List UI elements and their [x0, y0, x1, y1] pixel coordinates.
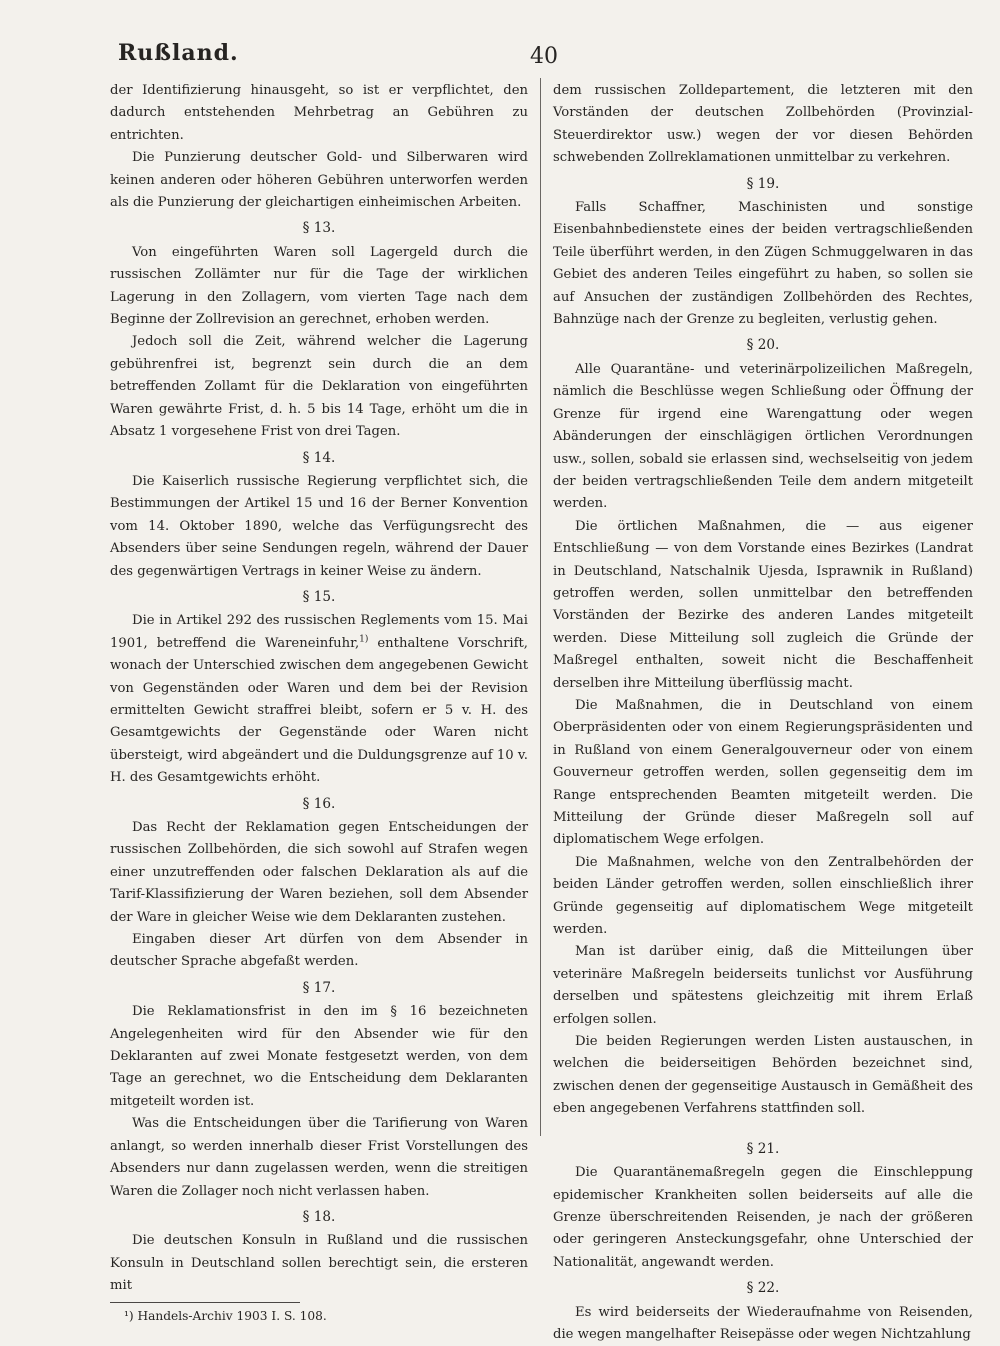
section-heading-15: § 15. — [302, 588, 336, 605]
paragraph-text: enthaltene Vorschrift, wonach der Unterschied zwischen dem angegebenen Gewicht von Gegenständen oder Waren und dem bei der Revision ermittelten Gewicht straffrei bleibt, sofern er 5 v. H. des Gesamtgewichts der Gegenstände oder Waren nicht übersteigt, wird abgeändert und die Duldungsgrenze auf 10 v. H. des Gesamtgewichts erhöht. — [110, 635, 528, 786]
paragraph: Die Reklamationsfrist in den im § 16 bezeichneten Angelegenheiten wird für den Absender wie für den Deklaranten auf zwei Monate festgesetzt werden, von dem Tage an gerechnet, wo die Entscheidung dem Deklaranten mitgeteilt worden ist. — [110, 1004, 528, 1109]
paragraph: Die Punzierung deutscher Gold- und Silberwaren wird keinen anderen oder höheren Gebühren unterworfen werden als die Punzierung der gleichartigen einheimischen Arbeiten. — [110, 150, 528, 211]
paragraph: Eingaben dieser Art dürfen von dem Absender in deutscher Sprache abgefaßt werden. — [110, 932, 528, 970]
paragraph: Es wird beiderseits der Wiederaufnahme von Reisenden, die wegen mangelhafter Reisepässe oder wegen Nichtzahlung — [553, 1304, 973, 1342]
page-header — [118, 40, 958, 76]
paragraph: Von eingeführten Waren soll Lagergeld durch die russischen Zollämter nur für die Tage der wirklichen Lagerung in den Zollagern, vom vierten Tage nach dem Beginne der Zollrevision an gerechnet, erhoben werden. — [110, 244, 528, 328]
paragraph: Jedoch soll die Zeit, während welcher die Lagerung gebührenfrei ist, begrenzt sein durch die an dem betreffenden Zollamt für die Deklaration von eingeführten Waren gewährte Frist, d. h. 5 bis 14 Tage, erhöht um die in Absatz 1 vorgesehene Frist von drei Tagen. — [110, 334, 528, 440]
footnote-marker: 1) — [359, 634, 369, 645]
paragraph: Man ist darüber einig, daß die Mitteilungen über veterinäre Maßregeln beiderseits tunlichst vor Ausführung derselben und spätestens gleichzeitig mit ihrem Erlaß erfolgen sollen. — [553, 944, 973, 1027]
paragraph — [110, 610, 528, 789]
section-heading-20: § 20. — [746, 337, 780, 354]
paragraph: Die Quarantänemaßregeln gegen die Einschleppung epidemischer Krankheiten sollen beiderseits auf alle die Grenze überschreitenden Reisenden, je nach der größeren oder geringeren Ansteckungsgefahr, ohne Unterschied der Nationalität, angewandt werden. — [553, 1165, 973, 1270]
right-column — [553, 80, 973, 1346]
paragraph: der Identifizierung hinausgeht, so ist er verpflichtet, den dadurch entstehenden Mehrbetrag an Gebühren zu entrichten. — [110, 83, 528, 143]
footnote: ¹) Handels-Archiv 1903 I. S. 108. — [124, 1308, 327, 1323]
footnote-rule — [110, 1302, 300, 1303]
left-column — [110, 80, 528, 1326]
spacer — [553, 1121, 973, 1135]
running-head: Rußland. — [118, 40, 239, 66]
paragraph: Die Maßnahmen, welche von den Zentralbehörden der beiden Länder getroffen werden, sollen einschließlich ihrer Gründe gegenseitig auf diplomatischem Wege mitgeteilt werden. — [553, 854, 973, 938]
section-heading-16: § 16. — [302, 795, 336, 812]
section-heading-19: § 19. — [746, 175, 780, 192]
page-number: 40 — [530, 44, 558, 69]
paragraph: Alle Quarantäne- und veterinärpolizeilichen Maßregeln, nämlich die Beschlüsse wegen Schließung oder Öffnung der Grenze für irgend eine Warengattung oder wegen Abänderungen der einschlägigen örtlichen Verordnungen usw., sollen, sobald sie erlassen sind, wechselseitig von jedem der beiden vertragschließenden Teile dem andern mitgeteilt werden. — [553, 361, 973, 512]
section-heading-14: § 14. — [302, 449, 336, 466]
paragraph: Die Maßnahmen, die in Deutschland von einem Oberpräsidenten oder von einem Regierungspräsidenten und in Rußland von einem Generalgouverneur oder von einem Gouverneur getroffen werden, sollen gegenseitig dem im Range entsprechenden Beamten mitgeteilt werden. Die Mitteilung der Gründe dieser Maßregeln soll auf diplomatischem Wege erfolgen. — [553, 697, 973, 848]
paragraph: Die örtlichen Maßnahmen, die — aus eigener Entschließung — von dem Vorstande eines Bezirkes (Landrat in Deutschland, Natschalnik Ujesda, Isprawnik in Rußland) getroffen werden, sollen unmittelbar den betreffenden Vorständen der Bezirke des anderen Landes mitgeteilt werden. Diese Mitteilung soll zugleich die Gründe der Maßregel enthalten, soweit nicht die Beschaffenheit derselben ihre Mitteilung überflüssig macht. — [553, 518, 973, 691]
paragraph: Die deutschen Konsuln in Rußland und die russischen Konsuln in Deutschland sollen berechtigt sein, die ersteren mit — [110, 1233, 528, 1294]
paragraph: Die beiden Regierungen werden Listen austauschen, in welchen die beiderseitigen Behörden bezeichnet sind, zwischen denen der gegenseitige Austausch in Gemäßheit des eben angegebenen Verfahrens stattfinden soll. — [553, 1034, 973, 1117]
section-heading-22: § 22. — [746, 1280, 780, 1297]
paragraph-text: Die in Artikel 292 des russischen Reglements vom 15. Mai 1901, betreffend die Wareneinfuhr, — [110, 613, 528, 651]
section-heading-21: § 21. — [746, 1140, 780, 1157]
paragraph: Die Kaiserlich russische Regierung verpflichtet sich, die Bestimmungen der Artikel 15 und 16 der Berner Konvention vom 14. Oktober 1890, welche das Verfügungsrecht des Absenders über seine Sendungen regeln, während der Dauer des gegenwärtigen Vertrags in keiner Weise zu ändern. — [110, 473, 528, 579]
paragraph: Was die Entscheidungen über die Tarifierung von Waren anlangt, so werden innerhalb dieser Frist Vorstellungen des Absenders nur dann zugelassen werden, wenn die streitigen Waren die Zollager noch nicht verlassen haben. — [110, 1116, 528, 1199]
section-heading-13: § 13. — [302, 220, 336, 237]
paragraph: dem russischen Zolldepartement, die letzteren mit den Vorständen der deutschen Zollbehörden (Provinzial-Steuerdirektor usw.) wegen der vor diesen Behörden schwebenden Zollreklamationen unmittelbar zu verkehren. — [553, 83, 973, 166]
column-divider — [540, 78, 541, 1136]
section-heading-18: § 18. — [302, 1208, 336, 1225]
paragraph: Falls Schaffner, Maschinisten und sonstige Eisenbahnbedienstete eines der beiden vertragschließenden Teile überführt werden, in den Zügen Schmuggelwaren in das Gebiet des anderen Teiles eingeführt zu haben, so sollen sie auf Ansuchen der zuständigen Zollbehörden des Rechtes, Bahnzüge nach der Grenze zu begleiten, verlustig gehen. — [553, 200, 973, 328]
paragraph: Das Recht der Reklamation gegen Entscheidungen der russischen Zollbehörden, die sich sowohl auf Strafen wegen einer unzutreffenden oder falschen Deklaration als auf die Tarif-Klassifizierung der Waren beziehen, soll dem Absender der Ware in gleicher Weise wie dem Deklaranten zustehen. — [110, 820, 528, 925]
section-heading-17: § 17. — [302, 979, 336, 996]
